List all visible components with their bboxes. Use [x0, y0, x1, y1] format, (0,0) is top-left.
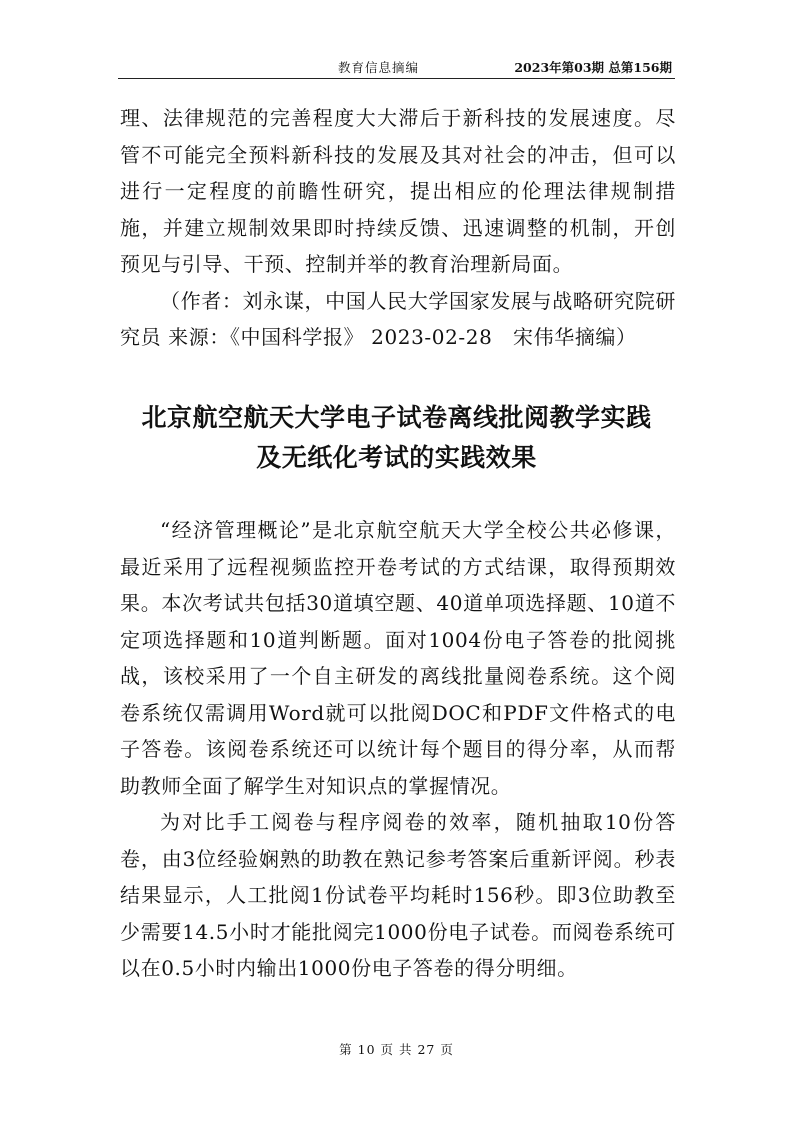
- article-paragraph: 为对比手工阅卷与程序阅卷的效率，随机抽取10份答卷，由3位经验娴熟的助教在熟记参考答案后重新评阅。秒表结果显示，人工批阅1份试卷平均耗时156秒。即3位助教至少需要14.5小时才能批阅完1000份电子试卷。而阅卷系统可以在0.5小时内输出1000份电子答卷的得分明细。: [120, 810, 676, 980]
- article-title-line-1: 北京航空航天大学电子试卷离线批阅教学实践: [141, 403, 652, 432]
- article-paragraph: “经济管理概论”是北京航空航天大学全校公共必修课，最近采用了远程视频监控开卷考试的方式结课，取得预期效果。本次考试共包括30道填空题、40道单项选择题、10道不定项选择题和10道判断题。面对1004份电子答卷的批阅挑战，该校采用了一个自主研发的离线批量阅卷系统。这个阅卷系统仅需调用Word就可以批阅DOC和PDF文件格式的电子答卷。该阅卷系统还可以统计每个题目的得分率，从而帮助教师全面了解学生对知识点的掌握情况。: [120, 518, 676, 798]
- issue-number: 2023年第03期 总第156期: [514, 60, 672, 75]
- previous-article-continuation: [120, 100, 676, 356]
- article-title-line-2: 及无纸化考试的实践效果: [256, 443, 537, 472]
- article-body: [120, 512, 676, 987]
- header-divider: [118, 78, 675, 79]
- article-title: [0, 398, 793, 478]
- page-footer: 第 10 页 共 27 页: [339, 1042, 454, 1057]
- author-source-note: （作者：刘永谋，中国人民大学国家发展与战略研究院研究员 来源：《中国科学报》 2023-02-28 宋伟华摘编）: [120, 288, 676, 349]
- page-header: [0, 54, 793, 74]
- journal-name: 教育信息摘编: [338, 60, 420, 75]
- continuation-paragraph: 理、法律规范的完善程度大大滞后于新科技的发展速度。尽管不可能完全预料新科技的发展及其对社会的冲击，但可以进行一定程度的前瞻性研究，提出相应的伦理法律规制措施，并建立规制效果即时持续反馈、迅速调整的机制，开创预见与引导、干预、控制并举的教育治理新局面。: [120, 106, 676, 276]
